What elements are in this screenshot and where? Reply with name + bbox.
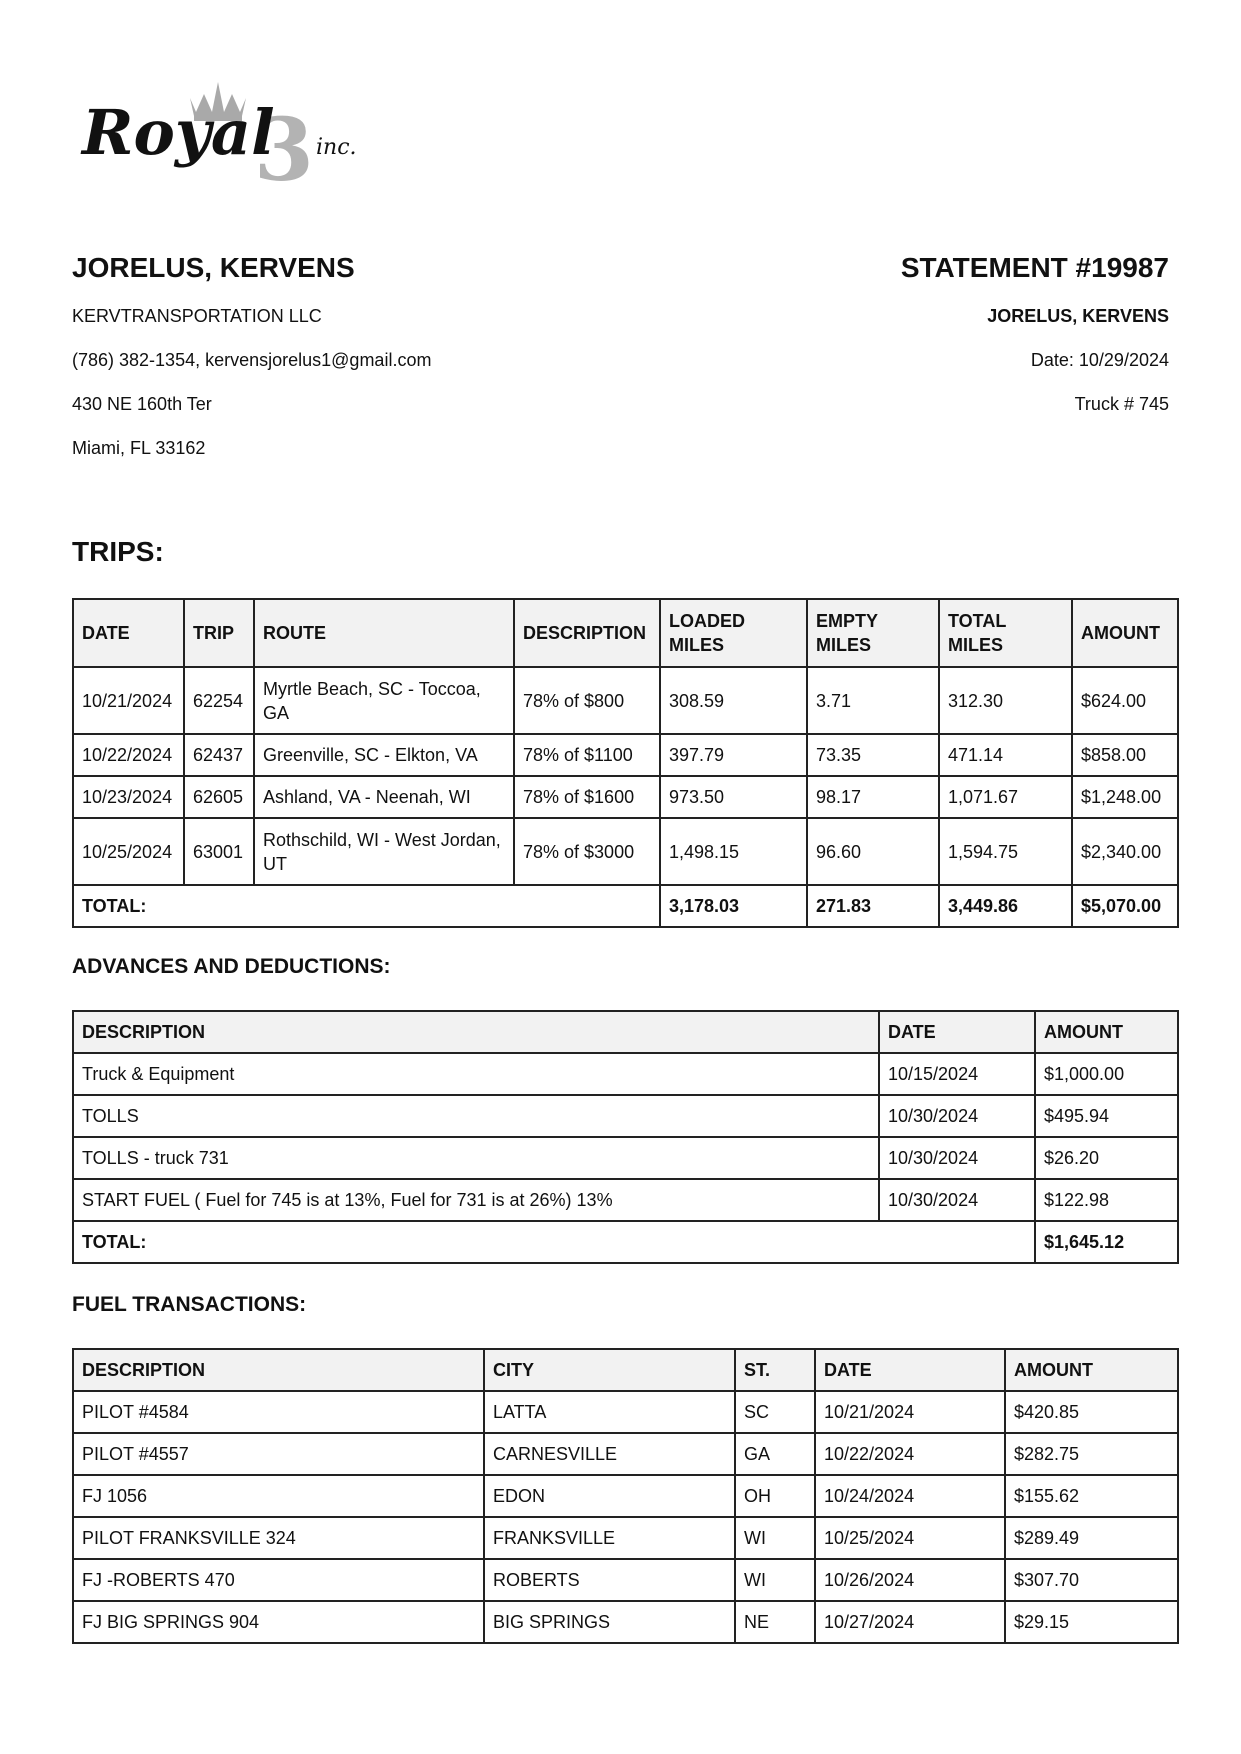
table-row	[73, 818, 1178, 885]
trip-empty-miles: 98.17	[807, 776, 939, 818]
driver-info	[72, 252, 632, 480]
fuel-state: OH	[735, 1475, 815, 1517]
total-amount: $1,645.12	[1035, 1221, 1178, 1263]
col-header: EMPTY MILES	[807, 599, 939, 667]
fuel-table	[72, 1348, 1179, 1644]
fuel-state: GA	[735, 1433, 815, 1475]
trip-description: 78% of $1100	[514, 734, 660, 776]
statement-info	[609, 252, 1169, 436]
fuel-description: FJ -ROBERTS 470	[73, 1559, 484, 1601]
trip-total-miles: 1,071.67	[939, 776, 1072, 818]
trip-description: 78% of $1600	[514, 776, 660, 818]
trip-route: Ashland, VA - Neenah, WI	[254, 776, 514, 818]
trip-empty-miles: 73.35	[807, 734, 939, 776]
advance-description: TOLLS - truck 731	[73, 1137, 879, 1179]
trip-route: Greenville, SC - Elkton, VA	[254, 734, 514, 776]
total-label: TOTAL:	[73, 885, 660, 927]
trip-amount: $1,248.00	[1072, 776, 1178, 818]
fuel-description: FJ BIG SPRINGS 904	[73, 1601, 484, 1643]
advance-description: START FUEL ( Fuel for 745 is at 13%, Fuel for 731 is at 26%) 13%	[73, 1179, 879, 1221]
fuel-description: PILOT #4557	[73, 1433, 484, 1475]
col-header: DESCRIPTION	[514, 599, 660, 667]
total-amount: $5,070.00	[1072, 885, 1178, 927]
company-name: KERVTRANSPORTATION LLC	[72, 306, 322, 326]
address-line-2: Miami, FL 33162	[72, 438, 206, 458]
logo-numeral: 3	[254, 100, 314, 194]
company-logo	[78, 76, 390, 194]
col-header: DATE	[879, 1011, 1035, 1053]
trips-header-row	[73, 599, 1178, 667]
total-total-miles: 3,449.86	[939, 885, 1072, 927]
fuel-state: WI	[735, 1559, 815, 1601]
trip-total-miles: 312.30	[939, 667, 1072, 734]
trip-number: 62254	[184, 667, 254, 734]
total-loaded-miles: 3,178.03	[660, 885, 807, 927]
trips-total-row	[73, 885, 1178, 927]
trip-amount: $624.00	[1072, 667, 1178, 734]
advance-amount: $122.98	[1035, 1179, 1178, 1221]
advance-date: 10/30/2024	[879, 1137, 1035, 1179]
fuel-city: FRANKSVILLE	[484, 1517, 735, 1559]
trips-table	[72, 598, 1179, 928]
fuel-heading: FUEL TRANSACTIONS:	[72, 1293, 307, 1316]
fuel-description: FJ 1056	[73, 1475, 484, 1517]
table-row	[73, 1095, 1178, 1137]
trip-description: 78% of $800	[514, 667, 660, 734]
table-row	[73, 1053, 1178, 1095]
fuel-amount: $282.75	[1005, 1433, 1178, 1475]
advances-total-row	[73, 1221, 1178, 1263]
trip-empty-miles: 3.71	[807, 667, 939, 734]
trip-date: 10/25/2024	[73, 818, 184, 885]
col-header: TRIP	[184, 599, 254, 667]
trip-route: Myrtle Beach, SC - Toccoa, GA	[254, 667, 514, 734]
trip-loaded-miles: 308.59	[660, 667, 807, 734]
advance-description: TOLLS	[73, 1095, 879, 1137]
table-row	[73, 1137, 1178, 1179]
fuel-city: BIG SPRINGS	[484, 1601, 735, 1643]
advance-date: 10/15/2024	[879, 1053, 1035, 1095]
fuel-state: WI	[735, 1517, 815, 1559]
col-header: CITY	[484, 1349, 735, 1391]
fuel-date: 10/24/2024	[815, 1475, 1005, 1517]
trip-number: 62605	[184, 776, 254, 818]
col-header: AMOUNT	[1072, 599, 1178, 667]
fuel-amount: $29.15	[1005, 1601, 1178, 1643]
trip-loaded-miles: 1,498.15	[660, 818, 807, 885]
col-header: ROUTE	[254, 599, 514, 667]
advance-date: 10/30/2024	[879, 1179, 1035, 1221]
trip-amount: $2,340.00	[1072, 818, 1178, 885]
statement-driver-name: JORELUS, KERVENS	[987, 306, 1169, 326]
fuel-amount: $307.70	[1005, 1559, 1178, 1601]
col-header: AMOUNT	[1005, 1349, 1178, 1391]
fuel-state: NE	[735, 1601, 815, 1643]
trip-total-miles: 1,594.75	[939, 818, 1072, 885]
table-row	[73, 1433, 1178, 1475]
contact-info: (786) 382-1354, kervensjorelus1@gmail.com	[72, 350, 432, 370]
table-row	[73, 734, 1178, 776]
col-header: LOADED MILES	[660, 599, 807, 667]
trip-amount: $858.00	[1072, 734, 1178, 776]
fuel-city: EDON	[484, 1475, 735, 1517]
trip-description: 78% of $3000	[514, 818, 660, 885]
advance-description: Truck & Equipment	[73, 1053, 879, 1095]
advances-heading: ADVANCES AND DEDUCTIONS:	[72, 955, 391, 978]
statement-date: Date: 10/29/2024	[1030, 350, 1169, 370]
trip-total-miles: 471.14	[939, 734, 1072, 776]
table-row	[73, 1391, 1178, 1433]
table-row	[73, 667, 1178, 734]
trip-loaded-miles: 397.79	[660, 734, 807, 776]
advance-amount: $1,000.00	[1035, 1053, 1178, 1095]
table-row	[73, 1475, 1178, 1517]
table-row	[73, 776, 1178, 818]
royal-crown-logo-icon	[78, 76, 390, 194]
fuel-date: 10/27/2024	[815, 1601, 1005, 1643]
fuel-date: 10/25/2024	[815, 1517, 1005, 1559]
logo-suffix: inc.	[316, 135, 357, 160]
trip-number: 63001	[184, 818, 254, 885]
advances-header-row	[73, 1011, 1178, 1053]
fuel-city: ROBERTS	[484, 1559, 735, 1601]
fuel-description: PILOT FRANKSVILLE 324	[73, 1517, 484, 1559]
logo-script-text: Royal	[82, 96, 275, 169]
fuel-date: 10/26/2024	[815, 1559, 1005, 1601]
total-label: TOTAL:	[73, 1221, 1035, 1263]
col-header: DATE	[815, 1349, 1005, 1391]
address-line-1: 430 NE 160th Ter	[72, 394, 212, 414]
trip-date: 10/23/2024	[73, 776, 184, 818]
fuel-date: 10/22/2024	[815, 1433, 1005, 1475]
advances-table	[72, 1010, 1179, 1264]
table-row	[73, 1601, 1178, 1643]
fuel-header-row	[73, 1349, 1178, 1391]
trip-loaded-miles: 973.50	[660, 776, 807, 818]
col-header: DATE	[73, 599, 184, 667]
advance-amount: $495.94	[1035, 1095, 1178, 1137]
col-header: ST.	[735, 1349, 815, 1391]
trip-date: 10/22/2024	[73, 734, 184, 776]
trip-empty-miles: 96.60	[807, 818, 939, 885]
col-header: DESCRIPTION	[73, 1011, 879, 1053]
fuel-state: SC	[735, 1391, 815, 1433]
statement-title: STATEMENT #19987	[900, 252, 1169, 283]
fuel-city: CARNESVILLE	[484, 1433, 735, 1475]
fuel-description: PILOT #4584	[73, 1391, 484, 1433]
trips-heading: TRIPS:	[72, 536, 164, 567]
table-row	[73, 1179, 1178, 1221]
trip-route: Rothschild, WI - West Jordan, UT	[254, 818, 514, 885]
driver-name: JORELUS, KERVENS	[72, 252, 355, 283]
table-row	[73, 1559, 1178, 1601]
table-row	[73, 1517, 1178, 1559]
col-header: TOTAL MILES	[939, 599, 1072, 667]
truck-number: Truck # 745	[1074, 394, 1169, 414]
fuel-amount: $155.62	[1005, 1475, 1178, 1517]
trip-date: 10/21/2024	[73, 667, 184, 734]
fuel-city: LATTA	[484, 1391, 735, 1433]
trip-number: 62437	[184, 734, 254, 776]
col-header: DESCRIPTION	[73, 1349, 484, 1391]
fuel-amount: $420.85	[1005, 1391, 1178, 1433]
advance-date: 10/30/2024	[879, 1095, 1035, 1137]
fuel-amount: $289.49	[1005, 1517, 1178, 1559]
total-empty-miles: 271.83	[807, 885, 939, 927]
advance-amount: $26.20	[1035, 1137, 1178, 1179]
fuel-date: 10/21/2024	[815, 1391, 1005, 1433]
col-header: AMOUNT	[1035, 1011, 1178, 1053]
